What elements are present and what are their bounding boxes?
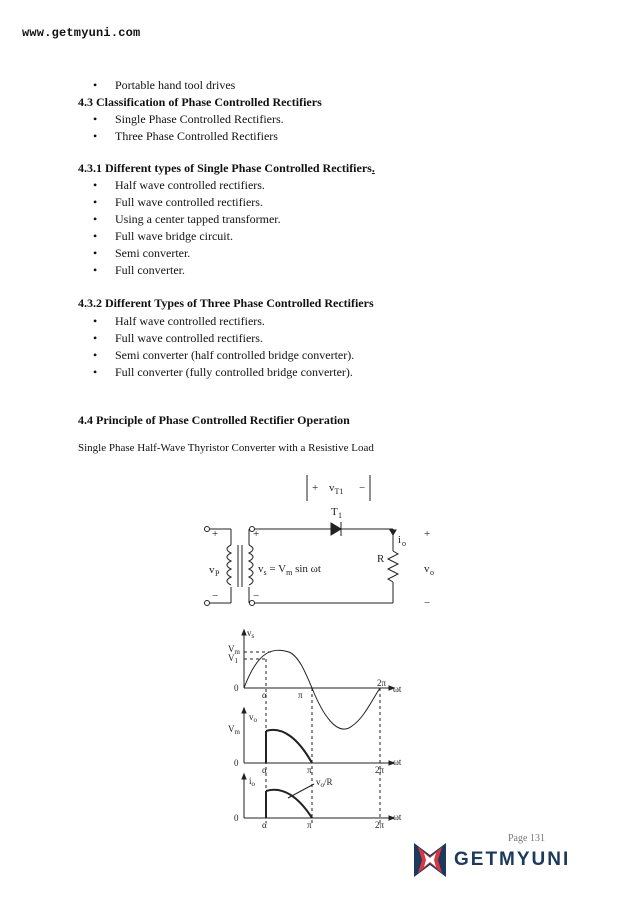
svg-text:Vm: $V_m$ (228, 724, 240, 736)
svg-text:ωt: ωt (393, 812, 402, 822)
list-item: • Half wave controlled rectifiers. (93, 178, 265, 192)
list-item: • Half wave controlled rectifiers. (93, 314, 265, 328)
list-item: • Full wave controlled rectifiers. (93, 331, 263, 345)
svg-text:o: o (430, 568, 434, 577)
list-item: • Semi converter (half controlled bridge converter). (93, 348, 355, 362)
list-item: • Full wave controlled rectifiers. (93, 195, 263, 209)
circuit-diagram (195, 465, 450, 615)
section-title-4-3: 4.3 Classification of Phase Controlled Rectifiers (78, 95, 322, 109)
svg-text:π: π (307, 765, 312, 775)
section-title-4-3-1: 4.3.1 Different types of Single Phase Controlled Rectifiers. (78, 161, 375, 175)
svg-text:V1: $V_1$ (228, 653, 238, 665)
site-url[interactable]: www.getmyuni.com (22, 26, 141, 40)
svg-text:o: o (402, 539, 406, 548)
list-item: • Full wave bridge circuit. (93, 229, 233, 243)
svg-text:2π: 2π (375, 820, 385, 830)
svg-text:−: − (424, 597, 431, 609)
svg-text:T: T (331, 506, 338, 518)
list-item: • Portable hand tool drives (93, 78, 236, 92)
svg-text:0: 0 (234, 813, 239, 823)
svg-text:v: v (209, 564, 215, 576)
logo-text: GETMYUNI (454, 849, 571, 870)
list-item: • Full converter (fully controlled bridge converter). (93, 365, 353, 379)
svg-text:vs: $v_s$ (247, 628, 255, 640)
list-item: • Single Phase Controlled Rectifiers. (93, 112, 284, 126)
list-item: • Full converter. (93, 263, 185, 277)
section-title-4-3-2: 4.3.2 Different Types of Three Phase Controlled Rectifiers (78, 296, 374, 310)
svg-text:vT1: $v_{T1}$ (329, 482, 344, 496)
svg-text:ωt: ωt (393, 684, 402, 694)
svg-text:P: P (215, 569, 220, 578)
svg-text:α: α (262, 820, 267, 830)
svg-text:+: + (212, 528, 219, 540)
svg-text:π: π (307, 820, 312, 830)
page-number: Page 131 (508, 833, 545, 844)
svg-text:+: + (253, 528, 260, 540)
svg-text:io: $i_o$ (249, 776, 256, 788)
svg-text:2π: 2π (375, 765, 385, 775)
svg-text:1: 1 (338, 511, 342, 520)
svg-text:0: 0 (234, 758, 239, 768)
svg-text:α: α (262, 690, 267, 700)
list-item: • Semi converter. (93, 246, 191, 260)
svg-text:π: π (298, 690, 303, 700)
svg-text:+: + (424, 528, 431, 540)
waveform-diagram (222, 628, 412, 833)
section-title-4-4: 4.4 Principle of Phase Controlled Rectifier Operation (78, 413, 350, 427)
svg-text:vo: $v_o$ (249, 712, 257, 724)
figure-caption: Single Phase Half-Wave Thyristor Converter with a Resistive Load (78, 442, 374, 454)
svg-text:2π: 2π (377, 678, 387, 688)
svg-text:+: + (312, 482, 319, 494)
svg-text:i: i (398, 534, 402, 546)
svg-text:vo/R: $v_o/R$ (316, 777, 333, 789)
svg-text:v: v (424, 563, 430, 575)
svg-text:R: R (377, 553, 385, 565)
svg-text:0: 0 (234, 683, 239, 693)
svg-text:−: − (359, 482, 366, 494)
svg-text:Vm: $V_m$ (228, 644, 240, 656)
getmyuni-logo[interactable] (414, 843, 571, 877)
svg-text:vs = Vm sin ωt: $v_s = V_m$ sin ωt (258, 563, 321, 577)
svg-text:−: − (253, 590, 260, 602)
svg-text:−: − (212, 590, 219, 602)
svg-text:α: α (262, 765, 267, 775)
list-item: • Three Phase Controlled Rectifiers (93, 129, 278, 143)
svg-text:ωt: ωt (393, 757, 402, 767)
logo-mark-icon (414, 843, 446, 877)
list-item: • Using a center tapped transformer. (93, 212, 281, 226)
